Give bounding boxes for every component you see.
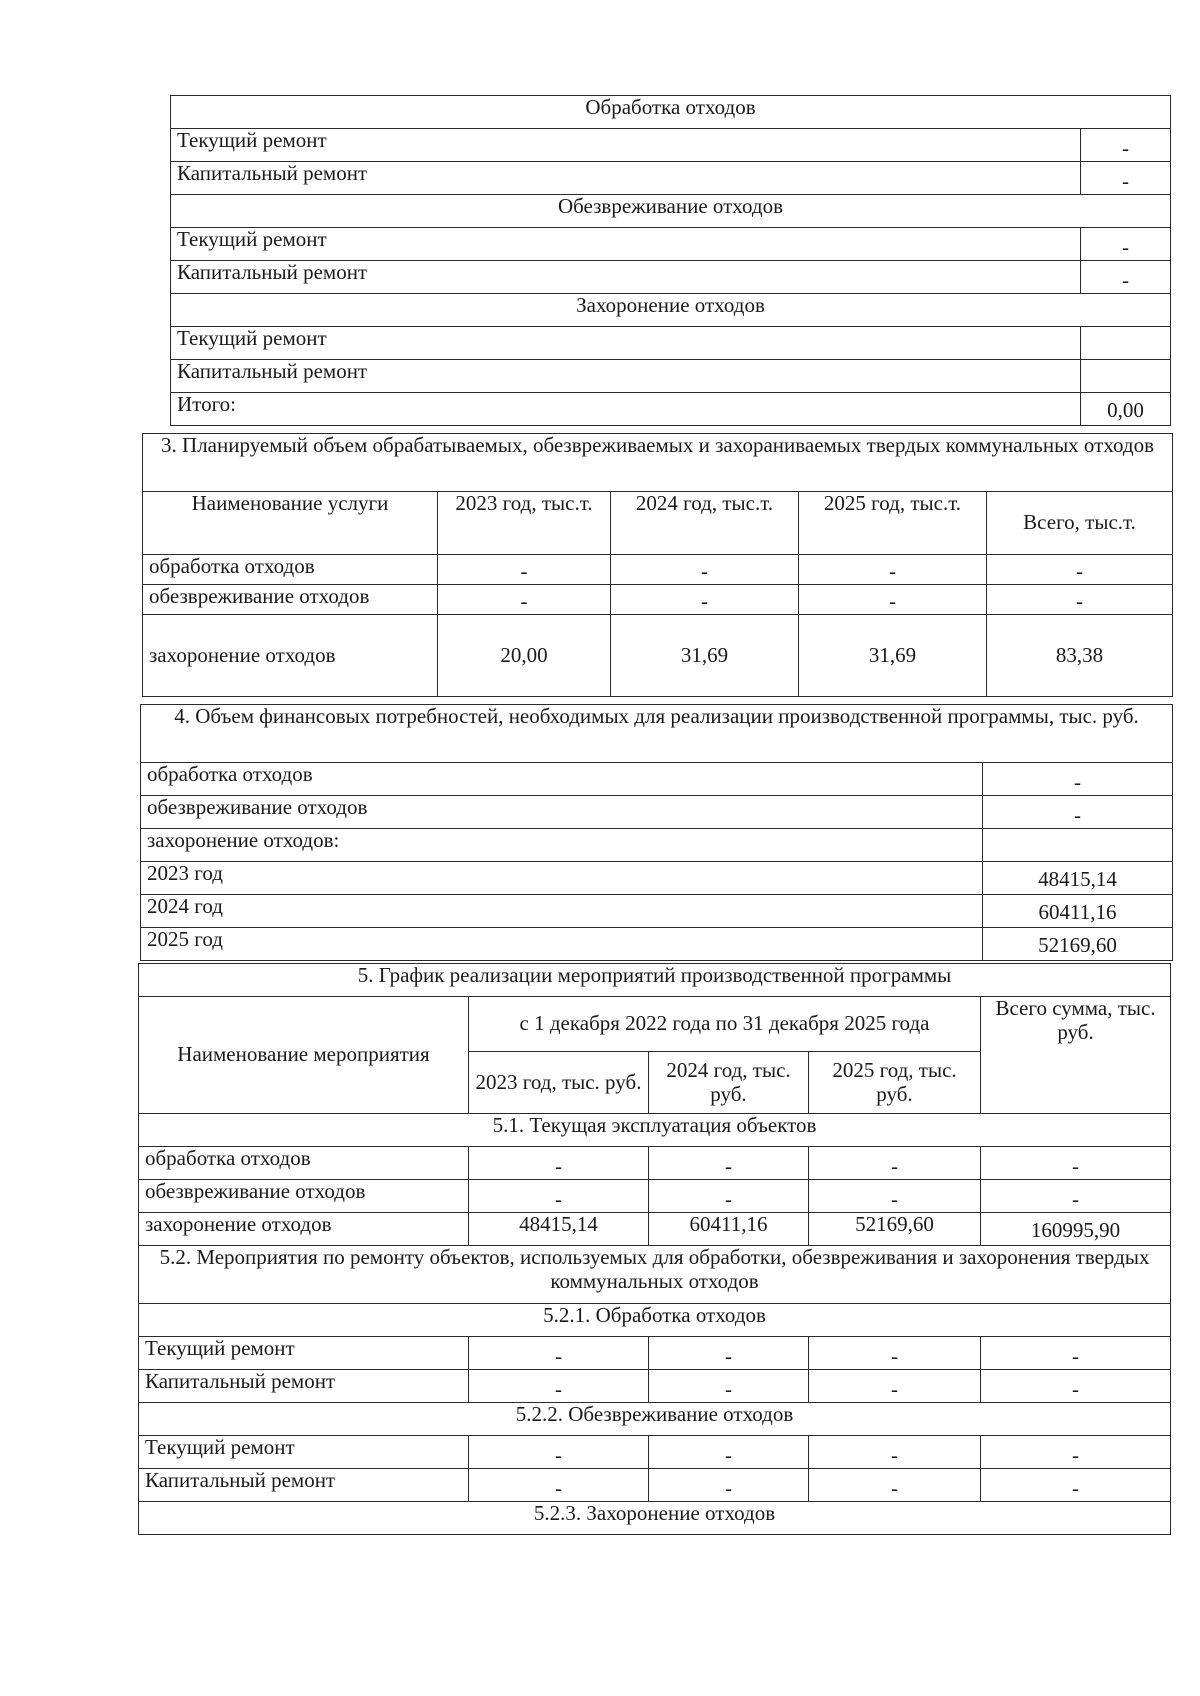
col-header-2023: 2023 год, тыс. руб.: [469, 1052, 649, 1114]
row-label: обезвреживание отходов: [139, 1180, 469, 1213]
cell-value: -: [987, 585, 1173, 615]
cell-value: -: [469, 1370, 649, 1403]
cell-value: -: [981, 1147, 1171, 1180]
row-label: 2025 год: [141, 928, 983, 961]
cell-value: -: [469, 1436, 649, 1469]
row-label: захоронение отходов:: [141, 829, 983, 862]
col-header-service: Наименование услуги: [143, 492, 438, 555]
section-3-title: 3. Планируемый объем обрабатываемых, обезвреживаемых и захораниваемых твердых коммунальных отходов: [143, 434, 1173, 492]
row-label: Текущий ремонт: [171, 129, 1081, 162]
row-label: обработка отходов: [141, 763, 983, 796]
row-label: обработка отходов: [143, 555, 438, 585]
cell-value: -: [809, 1370, 981, 1403]
row-value: [1081, 360, 1171, 393]
section-title: Обезвреживание отходов: [171, 195, 1171, 228]
cell-value: -: [981, 1337, 1171, 1370]
cell-value: -: [649, 1469, 809, 1502]
row-value: -: [1081, 261, 1171, 294]
row-label: 2024 год: [141, 895, 983, 928]
row-label: Текущий ремонт: [171, 327, 1081, 360]
cell-value: -: [981, 1469, 1171, 1502]
row-label: Капитальный ремонт: [171, 162, 1081, 195]
cell-value: -: [649, 1180, 809, 1213]
cell-value: -: [611, 585, 799, 615]
cell-value: -: [469, 1469, 649, 1502]
financial-needs-table: [140, 704, 1173, 961]
cell-value: -: [809, 1337, 981, 1370]
cell-value: -: [438, 585, 611, 615]
row-value: 60411,16: [983, 895, 1173, 928]
cell-value: 83,38: [987, 615, 1173, 697]
cell-value: -: [809, 1180, 981, 1213]
row-value: [983, 829, 1173, 862]
cell-value: 160995,90: [981, 1213, 1171, 1246]
col-header-2025: 2025 год, тыс. руб.: [809, 1052, 981, 1114]
repairs-table: [170, 95, 1171, 426]
cell-value: -: [649, 1337, 809, 1370]
cell-value: 20,00: [438, 615, 611, 697]
row-label: Капитальный ремонт: [171, 360, 1081, 393]
cell-value: -: [799, 585, 987, 615]
section-title: Обработка отходов: [171, 96, 1171, 129]
col-header-total-sum: Всего сумма, тыс. руб.: [981, 997, 1171, 1114]
cell-value: -: [649, 1147, 809, 1180]
col-header-2024: 2024 год, тыс.т.: [611, 492, 799, 555]
cell-value: -: [809, 1469, 981, 1502]
cell-value: -: [649, 1436, 809, 1469]
section-5-title: 5. График реализации мероприятий производственной программы: [139, 964, 1171, 997]
cell-value: -: [981, 1180, 1171, 1213]
subsection-5-2-title: 5.2. Мероприятия по ремонту объектов, используемых для обработки, обезвреживания и захоронения твердых коммунальных отходов: [139, 1246, 1171, 1304]
cell-value: 60411,16: [649, 1213, 809, 1246]
col-header-2024: 2024 год, тыс. руб.: [649, 1052, 809, 1114]
group-5-2-2-title: 5.2.2. Обезвреживание отходов: [139, 1403, 1171, 1436]
col-header-2023: 2023 год, тыс.т.: [438, 492, 611, 555]
row-label: Капитальный ремонт: [171, 261, 1081, 294]
col-header-total: Всего, тыс.т.: [987, 492, 1173, 555]
row-value: -: [983, 796, 1173, 829]
row-value: 48415,14: [983, 862, 1173, 895]
group-5-2-1-title: 5.2.1. Обработка отходов: [139, 1304, 1171, 1337]
row-label: обработка отходов: [139, 1147, 469, 1180]
row-label: Капитальный ремонт: [139, 1469, 469, 1502]
cell-value: -: [981, 1436, 1171, 1469]
cell-value: -: [809, 1436, 981, 1469]
row-label: Текущий ремонт: [171, 228, 1081, 261]
row-label: Текущий ремонт: [139, 1436, 469, 1469]
group-5-2-3-title: 5.2.3. Захоронение отходов: [139, 1502, 1171, 1535]
cell-value: -: [809, 1147, 981, 1180]
schedule-table: [138, 963, 1171, 1535]
total-value: 0,00: [1081, 393, 1171, 426]
planned-volume-table: [142, 433, 1173, 697]
cell-value: -: [469, 1180, 649, 1213]
cell-value: -: [438, 555, 611, 585]
cell-value: -: [987, 555, 1173, 585]
row-label: обезвреживание отходов: [141, 796, 983, 829]
row-label: обезвреживание отходов: [143, 585, 438, 615]
cell-value: -: [649, 1370, 809, 1403]
row-label: Капитальный ремонт: [139, 1370, 469, 1403]
cell-value: -: [469, 1337, 649, 1370]
row-value: -: [1081, 129, 1171, 162]
period-header: с 1 декабря 2022 года по 31 декабря 2025 года: [469, 997, 981, 1052]
row-label: захоронение отходов: [139, 1213, 469, 1246]
row-value: [1081, 327, 1171, 360]
section-4-title: 4. Объем финансовых потребностей, необходимых для реализации производственной программы, тыс. руб.: [141, 705, 1173, 763]
row-value: -: [1081, 162, 1171, 195]
cell-value: -: [469, 1147, 649, 1180]
subsection-5-1-title: 5.1. Текущая эксплуатация объектов: [139, 1114, 1171, 1147]
col-header-activity: Наименование мероприятия: [139, 997, 469, 1114]
row-value: -: [1081, 228, 1171, 261]
cell-value: 31,69: [611, 615, 799, 697]
row-label: захоронение отходов: [143, 615, 438, 697]
row-label: Текущий ремонт: [139, 1337, 469, 1370]
row-value: -: [983, 763, 1173, 796]
cell-value: -: [611, 555, 799, 585]
section-title: Захоронение отходов: [171, 294, 1171, 327]
row-label: 2023 год: [141, 862, 983, 895]
cell-value: 31,69: [799, 615, 987, 697]
total-label: Итого:: [171, 393, 1081, 426]
col-header-2025: 2025 год, тыс.т.: [799, 492, 987, 555]
cell-value: 48415,14: [469, 1213, 649, 1246]
cell-value: 52169,60: [809, 1213, 981, 1246]
row-value: 52169,60: [983, 928, 1173, 961]
cell-value: -: [799, 555, 987, 585]
cell-value: -: [981, 1370, 1171, 1403]
